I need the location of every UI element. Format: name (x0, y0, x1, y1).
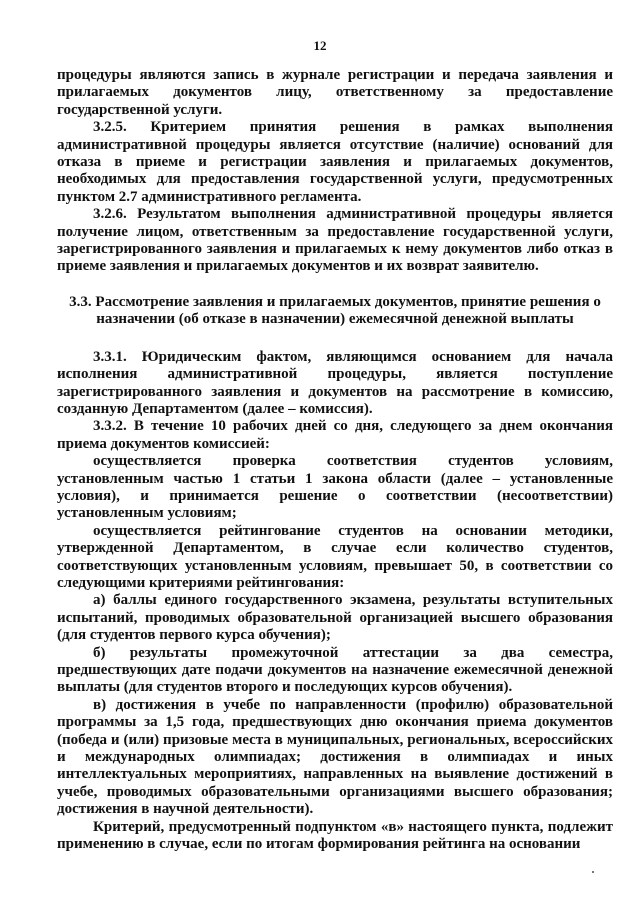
page-number: 12 (313, 38, 327, 53)
scan-artifact-dot (592, 871, 594, 873)
list-item-v: в) достижения в учебе по направленности (профилю) образовательной программы за 1,5 года, предшествующих дню окончания приема документов (победа и (или) призовые места в муниципальных, региональных, всероссийских и международных олимпиадах; достижения в олимпиадах и иных интеллектуальных мероприятиях, направленных на выявление достижений в учебе, проводимых образовательными организациями высшего образования; достижения в научной деятельности). (57, 696, 613, 818)
paragraph-3-2-6: 3.2.6. Результатом выполнения административной процедуры является получение лицом, ответственным за предоставление государственной услуги, зарегистрированного заявления и прилагаемых к нему документов либо отказ в приеме заявления и прилагаемых документов и их возврат заявителю. (57, 206, 613, 275)
list-item-b: б) результаты промежуточной аттестации за два семестра, предшествующих дате подачи документов на назначение ежемесячной денежной выплаты (для студентов второго и последующих курсов обучения). (57, 644, 613, 696)
paragraph-continuation: процедуры являются запись в журнале регистрации и передача заявления и прилагаемых документов лицу, ответственному за предоставление государственной услуги. (57, 67, 613, 118)
paragraph-3-2-5: 3.2.5. Критерием принятия решения в рамках выполнения административной процедуры является отсутствие (наличие) оснований для отказа в приеме и регистрации заявления и прилагаемых документов, необходимых для предоставления государственной услуги, предусмотренных пунктом 2.7 административного регламента. (57, 119, 613, 205)
paragraph-verification: осуществляется проверка соответствия студентов условиям, установленным частью 1 статьи 1 закона области (далее – установленные условия), и принимается решение о соответствии (несоответствии) установленным условиям; (57, 453, 613, 522)
list-item-a: а) баллы единого государственного экзамена, результаты вступительных испытаний, проводимых образовательной организацией высшего образования (для студентов первого курса обучения); (57, 592, 613, 644)
paragraph-3-3-2: 3.3.2. В течение 10 рабочих дней со дня, следующего за днем окончания приема документов комиссией: (57, 418, 613, 452)
section-heading-3-3: 3.3. Рассмотрение заявления и прилагаемых документов, принятие решения о назначении (об отказе в назначении) ежемесячной денежной выплаты (69, 293, 601, 328)
paragraph-rating: осуществляется рейтингование студентов на основании методики, утвержденной Департаментом, в случае если количество студентов, соответствующих установленным условиям, превышает 50, в соответствии со следующими критериями рейтингования: (57, 522, 613, 591)
paragraph-3-3-1: 3.3.1. Юридическим фактом, являющимся основанием для начала исполнения административной процедуры, является поступление зарегистрированного заявления и документов на рассмотрение в комиссию, созданную Департаментом (далее – комиссия). (57, 348, 613, 417)
paragraph-criterion: Критерий, предусмотренный подпунктом «в» настоящего пункта, подлежит применению в случае, если по итогам формирования рейтинга на основании (57, 818, 613, 853)
document-body (57, 67, 613, 853)
